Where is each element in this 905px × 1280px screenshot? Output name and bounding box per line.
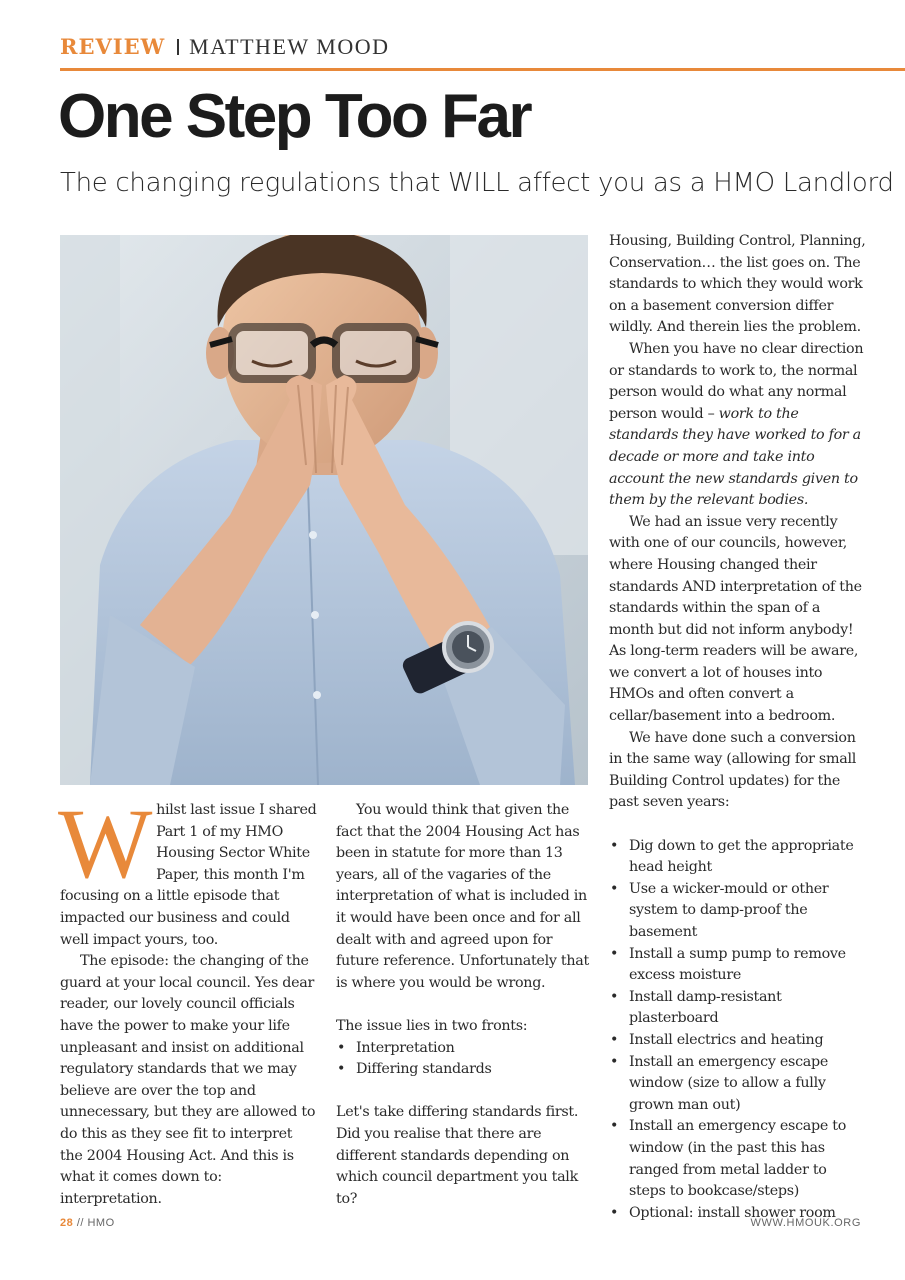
article-subtitle: The changing regulations that WILL affect you as a HMO Landlord (60, 168, 894, 198)
list-item: • Install electrics and heating (609, 1030, 867, 1052)
housing-act-paragraph: You would think that given the fact that the 2004 Housing Act has been in statute for more than 13 years, all of the vagaries of the interpretation of what is included in it would have been once and for all dealt with and agreed upon for future reference. Unfortunately that is where you would be wrong. (336, 802, 589, 991)
conversion-paragraph: We have done such a conversion in the same way (allowing for small Building Control updates) for the past seven years: (609, 729, 856, 811)
fronts-intro: The issue lies in two fronts: (336, 1017, 528, 1034)
drop-cap: W (58, 788, 153, 899)
article-title: One Step Too Far (58, 82, 531, 151)
website-url: WWW.HMOUK.ORG (750, 1217, 861, 1229)
header-divider (177, 39, 179, 55)
list-item: • Differing standards (336, 1059, 592, 1081)
page-footer (60, 1217, 115, 1229)
stressed-man-illustration (60, 235, 588, 785)
episode-paragraph: The episode: the changing of the guard at your local council. Yes dear reader, our lovely council officials have the power to make your life unpleasant and insist on additional regulatory standards that we may believe are over the top and unnecessary, but they are allowed to do this as they see fit to interpret the 2004 Housing Act. And this is what it comes down to: interpretation. (60, 953, 316, 1207)
fronts-list (336, 1038, 592, 1081)
list-item: • Install an emergency escape window (size to allow a fully grown man out) (609, 1052, 867, 1117)
italic-quote: work to the standards they have worked to for a decade or more and take into account the new standards given to them by the relevant bodies. (609, 405, 861, 509)
magazine-name: // HMO (76, 1217, 115, 1229)
direction-paragraph: When you have no clear direction or standards to work to, the normal person would do what any normal person would – work to the standards they have worked to for a decade or more and take into account the new standards given to them by the relevant bodies. (609, 340, 864, 509)
section-label: REVIEW (60, 34, 166, 59)
column-2 (336, 800, 592, 1210)
column-3 (609, 231, 867, 1224)
list-item: • Install damp-resistant plasterboard (609, 987, 867, 1030)
list-item: • Optional: install shower room (609, 1203, 867, 1225)
article-photo (60, 235, 588, 785)
list-item: • Dig down to get the appropriate head height (609, 836, 867, 879)
differing-standards-paragraph: Let's take differing standards first. Did you realise that there are different standards depending on which council department you talk to? (336, 1104, 579, 1207)
list-item: • Interpretation (336, 1038, 592, 1060)
page-number: 28 (60, 1217, 74, 1229)
column-1 (58, 788, 318, 1210)
list-item: • Use a wicker-mould or other system to damp-proof the basement (609, 879, 867, 944)
departments-paragraph: Housing, Building Control, Planning, Conservation… the list goes on. The standards to which they would work on a basement conversion differ wildly. And therein lies the problem. (609, 233, 866, 336)
intro-paragraph: hilst last issue I shared Part 1 of my HMO Housing Sector White Paper, this month I'm focusing on a little episode that impacted our business and could well impact yours, too. (60, 802, 317, 948)
conversion-steps-list (609, 836, 867, 1225)
list-item: • Install an emergency escape to window (in the past this has ranged from metal ladder to steps to bookcase/steps) (609, 1116, 867, 1202)
column-name: MATTHEW MOOD (189, 34, 390, 59)
section-header (60, 34, 905, 70)
council-issue-paragraph: We had an issue very recently with one of our councils, however, where Housing changed their standards AND interpretation of the standards within the span of a month but did not inform anybody! As long-term readers will be aware, we convert a lot of houses into HMOs and often convert a cellar/basement into a bedroom. (609, 513, 862, 725)
list-item: • Install a sump pump to remove excess moisture (609, 944, 867, 987)
header-rule (60, 68, 905, 71)
